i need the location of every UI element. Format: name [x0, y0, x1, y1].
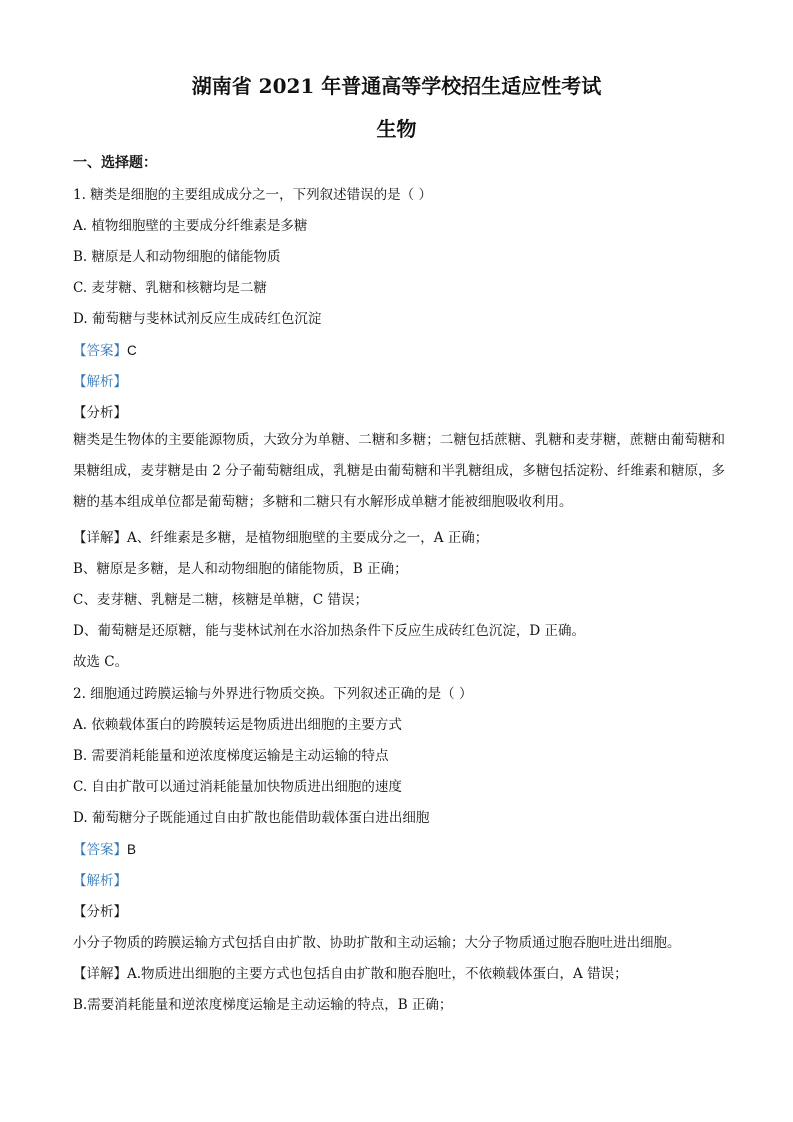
q1-fenxi-text: 糖类是生物体的主要能源物质，大致分为单糖、二糖和多糖；二糖包括蔗糖、乳糖和麦芽糖，蔗糖由葡萄糖和果糖组成，麦芽糖是由 2 分子葡萄糖组成，乳糖是由葡萄糖和半乳糖组成，多糖包括淀粉、纤维素和糖原，多糖的基本组成单位都是葡萄糖；多糖和二糖只有水解形成单糖才能被细胞吸收利用。: [73, 432, 725, 510]
answer-tag: 【答案】: [73, 343, 127, 359]
q2-option-c-text: C. 自由扩散可以通过消耗能量加快物质进出细胞的速度: [73, 779, 402, 795]
exam-title: 湖南省 2021 年普通高等学校招生适应性考试: [191, 74, 602, 98]
q1-option-c: C. 麦芽糖、乳糖和核糖均是二糖: [73, 280, 267, 296]
q1-option-d: D. 葡萄糖与斐林试剂反应生成砖红色沉淀: [73, 311, 322, 327]
q1-fenxi-tag: 【分析】: [73, 405, 127, 421]
q2-detail-a: 【详解】A.物质进出细胞的主要方式也包括自由扩散和胞吞胞吐，不依赖载体蛋白，A 错误；: [73, 966, 628, 982]
q2-option-a-text: A. 依赖载体蛋白的跨膜转运是物质进出细胞的主要方式: [73, 717, 402, 733]
q1-answer-line: [73, 339, 137, 359]
q2-analysis-tag: 【解析】: [73, 873, 127, 889]
q2-fenxi-tag: 【分析】: [73, 904, 127, 920]
q1-detail-b: B、糖原是多糖，是人和动物细胞的储能物质，B 正确；: [73, 561, 408, 577]
q2-fenxi-text: 小分子物质的跨膜运输方式包括自由扩散、协助扩散和主动运输；大分子物质通过胞吞胞吐进出细胞。: [73, 935, 681, 951]
q1-detail-a: 【详解】A、纤维素是多糖，是植物细胞壁的主要成分之一，A 正确；: [73, 530, 489, 546]
q2-option-b: [73, 744, 389, 764]
answer-value: C: [127, 343, 137, 358]
q2-option-a: [73, 713, 402, 733]
q1-analysis-tag: 【解析】: [73, 374, 127, 390]
q2-option-d: [73, 806, 429, 826]
question-1-stem: 1. 糖类是细胞的主要组成成分之一，下列叙述错误的是（ ）: [73, 187, 432, 203]
q2-option-d-text: D. 葡萄糖分子既能通过自由扩散也能借助载体蛋白进出细胞: [73, 810, 430, 826]
answer-tag: 【答案】: [73, 842, 127, 858]
q2-detail-b: B.需要消耗能量和逆浓度梯度运输是主动运输的特点，B 正确；: [73, 997, 453, 1013]
q1-conclusion: 故选 C。: [73, 654, 129, 670]
q1-detail-d: D、葡萄糖是还原糖，能与斐林试剂在水浴加热条件下反应生成砖红色沉淀，D 正确。: [73, 623, 585, 639]
q1-detail-c: C、麦芽糖、乳糖是二糖，核糖是单糖，C 错误；: [73, 592, 368, 608]
q2-answer-line: [73, 838, 136, 858]
answer-value: B: [127, 842, 137, 857]
q1-option-a: A. 植物细胞壁的主要成分纤维素是多糖: [73, 218, 308, 234]
q1-option-b: B. 糖原是人和动物细胞的储能物质: [73, 249, 281, 265]
question-2-stem: 2. 细胞通过跨膜运输与外界进行物质交换。下列叙述正确的是（ ）: [73, 686, 473, 702]
q2-option-b-text: B. 需要消耗能量和逆浓度梯度运输是主动运输的特点: [73, 748, 389, 764]
q2-option-c: [73, 775, 402, 795]
subject-title: 生物: [376, 117, 417, 141]
section-heading: 一、选择题：: [73, 155, 157, 171]
